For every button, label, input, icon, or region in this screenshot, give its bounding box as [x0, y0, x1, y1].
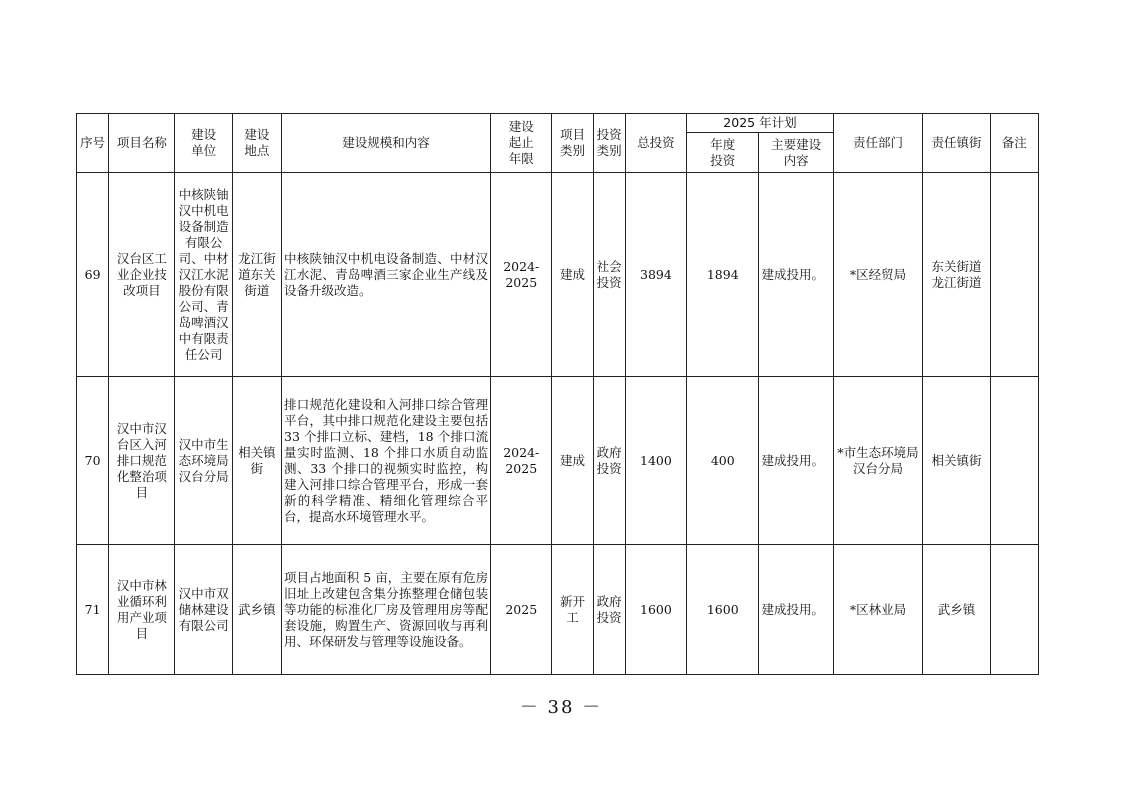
- cell-category: 建成: [552, 377, 593, 545]
- cell-name: 汉中市林业循环利用产业项目: [109, 545, 175, 675]
- cell-seq: 71: [77, 545, 109, 675]
- header-dept: 责任部门: [833, 114, 922, 173]
- project-table: [76, 113, 1039, 675]
- cell-seq: 69: [77, 173, 109, 377]
- cell-category: 新开工: [552, 545, 593, 675]
- header-invest-type: 投资 类别: [593, 114, 625, 173]
- header-note: 备注: [990, 114, 1038, 173]
- header-town: 责任镇街: [923, 114, 990, 173]
- cell-scope: 项目占地面积 5 亩，主要在原有危房旧址上改建包含集分拣整理仓储包装等功能的标准化厂房及管理用房等配套设施，购置生产、资源回收与再利用、环保研发与管理等设施设备。: [282, 545, 491, 675]
- cell-period: 2024-2025: [491, 173, 552, 377]
- table-row: [77, 545, 1039, 675]
- cell-town: 相关镇街: [923, 377, 990, 545]
- cell-total: 3894: [625, 173, 686, 377]
- cell-total: 1400: [625, 377, 686, 545]
- header-location: 建设 地点: [232, 114, 281, 173]
- cell-town: 东关街道 龙江街道: [923, 173, 990, 377]
- cell-seq: 70: [77, 377, 109, 545]
- cell-invest-type: 政府投资: [593, 545, 625, 675]
- cell-location: 武乡镇: [232, 545, 281, 675]
- cell-main-content: 建成投用。: [759, 173, 833, 377]
- cell-scope: 中核陕铀汉中机电设备制造、中材汉江水泥、青岛啤酒三家企业生产线及设备升级改造。: [282, 173, 491, 377]
- cell-dept: *区林业局: [833, 545, 922, 675]
- cell-note: [990, 377, 1038, 545]
- header-period: 建设 起止 年限: [491, 114, 552, 173]
- cell-location: 龙江街道东关街道: [232, 173, 281, 377]
- cell-period: 2024-2025: [491, 377, 552, 545]
- cell-note: [990, 173, 1038, 377]
- header-seq: 序号: [77, 114, 109, 173]
- cell-name: 汉台区工业企业技改项目: [109, 173, 175, 377]
- cell-unit: 汉中市双储林建设有限公司: [175, 545, 232, 675]
- table-row: [77, 377, 1039, 545]
- cell-category: 建成: [552, 173, 593, 377]
- cell-invest-type: 政府投资: [593, 377, 625, 545]
- cell-year-invest: 1600: [687, 545, 759, 675]
- table-row: [77, 173, 1039, 377]
- page-number: － 38 －: [519, 697, 603, 718]
- header-name: 项目名称: [109, 114, 175, 173]
- cell-location: 相关镇街: [232, 377, 281, 545]
- cell-town: 武乡镇: [923, 545, 990, 675]
- cell-invest-type: 社会投资: [593, 173, 625, 377]
- cell-unit: 中核陕铀汉中机电设备制造有限公司、中材汉江水泥股份有限公司、青岛啤酒汉中有限责任公司: [175, 173, 232, 377]
- cell-unit: 汉中市生态环境局汉台分局: [175, 377, 232, 545]
- cell-period: 2025: [491, 545, 552, 675]
- table-header: [77, 114, 1039, 173]
- header-category: 项目 类别: [552, 114, 593, 173]
- cell-note: [990, 545, 1038, 675]
- header-total: 总投资: [625, 114, 686, 173]
- cell-name: 汉中市汉台区入河排口规范化整治项目: [109, 377, 175, 545]
- header-plan-group: 2025 年计划: [687, 114, 834, 133]
- cell-dept: *市生态环境局汉台分局: [833, 377, 922, 545]
- header-unit: 建设 单位: [175, 114, 232, 173]
- cell-dept: *区经贸局: [833, 173, 922, 377]
- cell-scope: 排口规范化建设和入河排口综合管理平台，其中排口规范化建设主要包括 33 个排口立标、建档，18 个排口流量实时监测、18 个排口水质自动监测、33 个排口的视频实时监控，构建入河排口综合管理平台，形成一套新的科学精准、精细化管理综合平台，提高水环境管理水平。: [282, 377, 491, 545]
- cell-year-invest: 1894: [687, 173, 759, 377]
- header-scope: 建设规模和内容: [282, 114, 491, 173]
- header-main-content: 主要建设 内容: [759, 133, 833, 173]
- cell-main-content: 建成投用。: [759, 545, 833, 675]
- cell-year-invest: 400: [687, 377, 759, 545]
- header-year-invest: 年度 投资: [687, 133, 759, 173]
- cell-main-content: 建成投用。: [759, 377, 833, 545]
- cell-total: 1600: [625, 545, 686, 675]
